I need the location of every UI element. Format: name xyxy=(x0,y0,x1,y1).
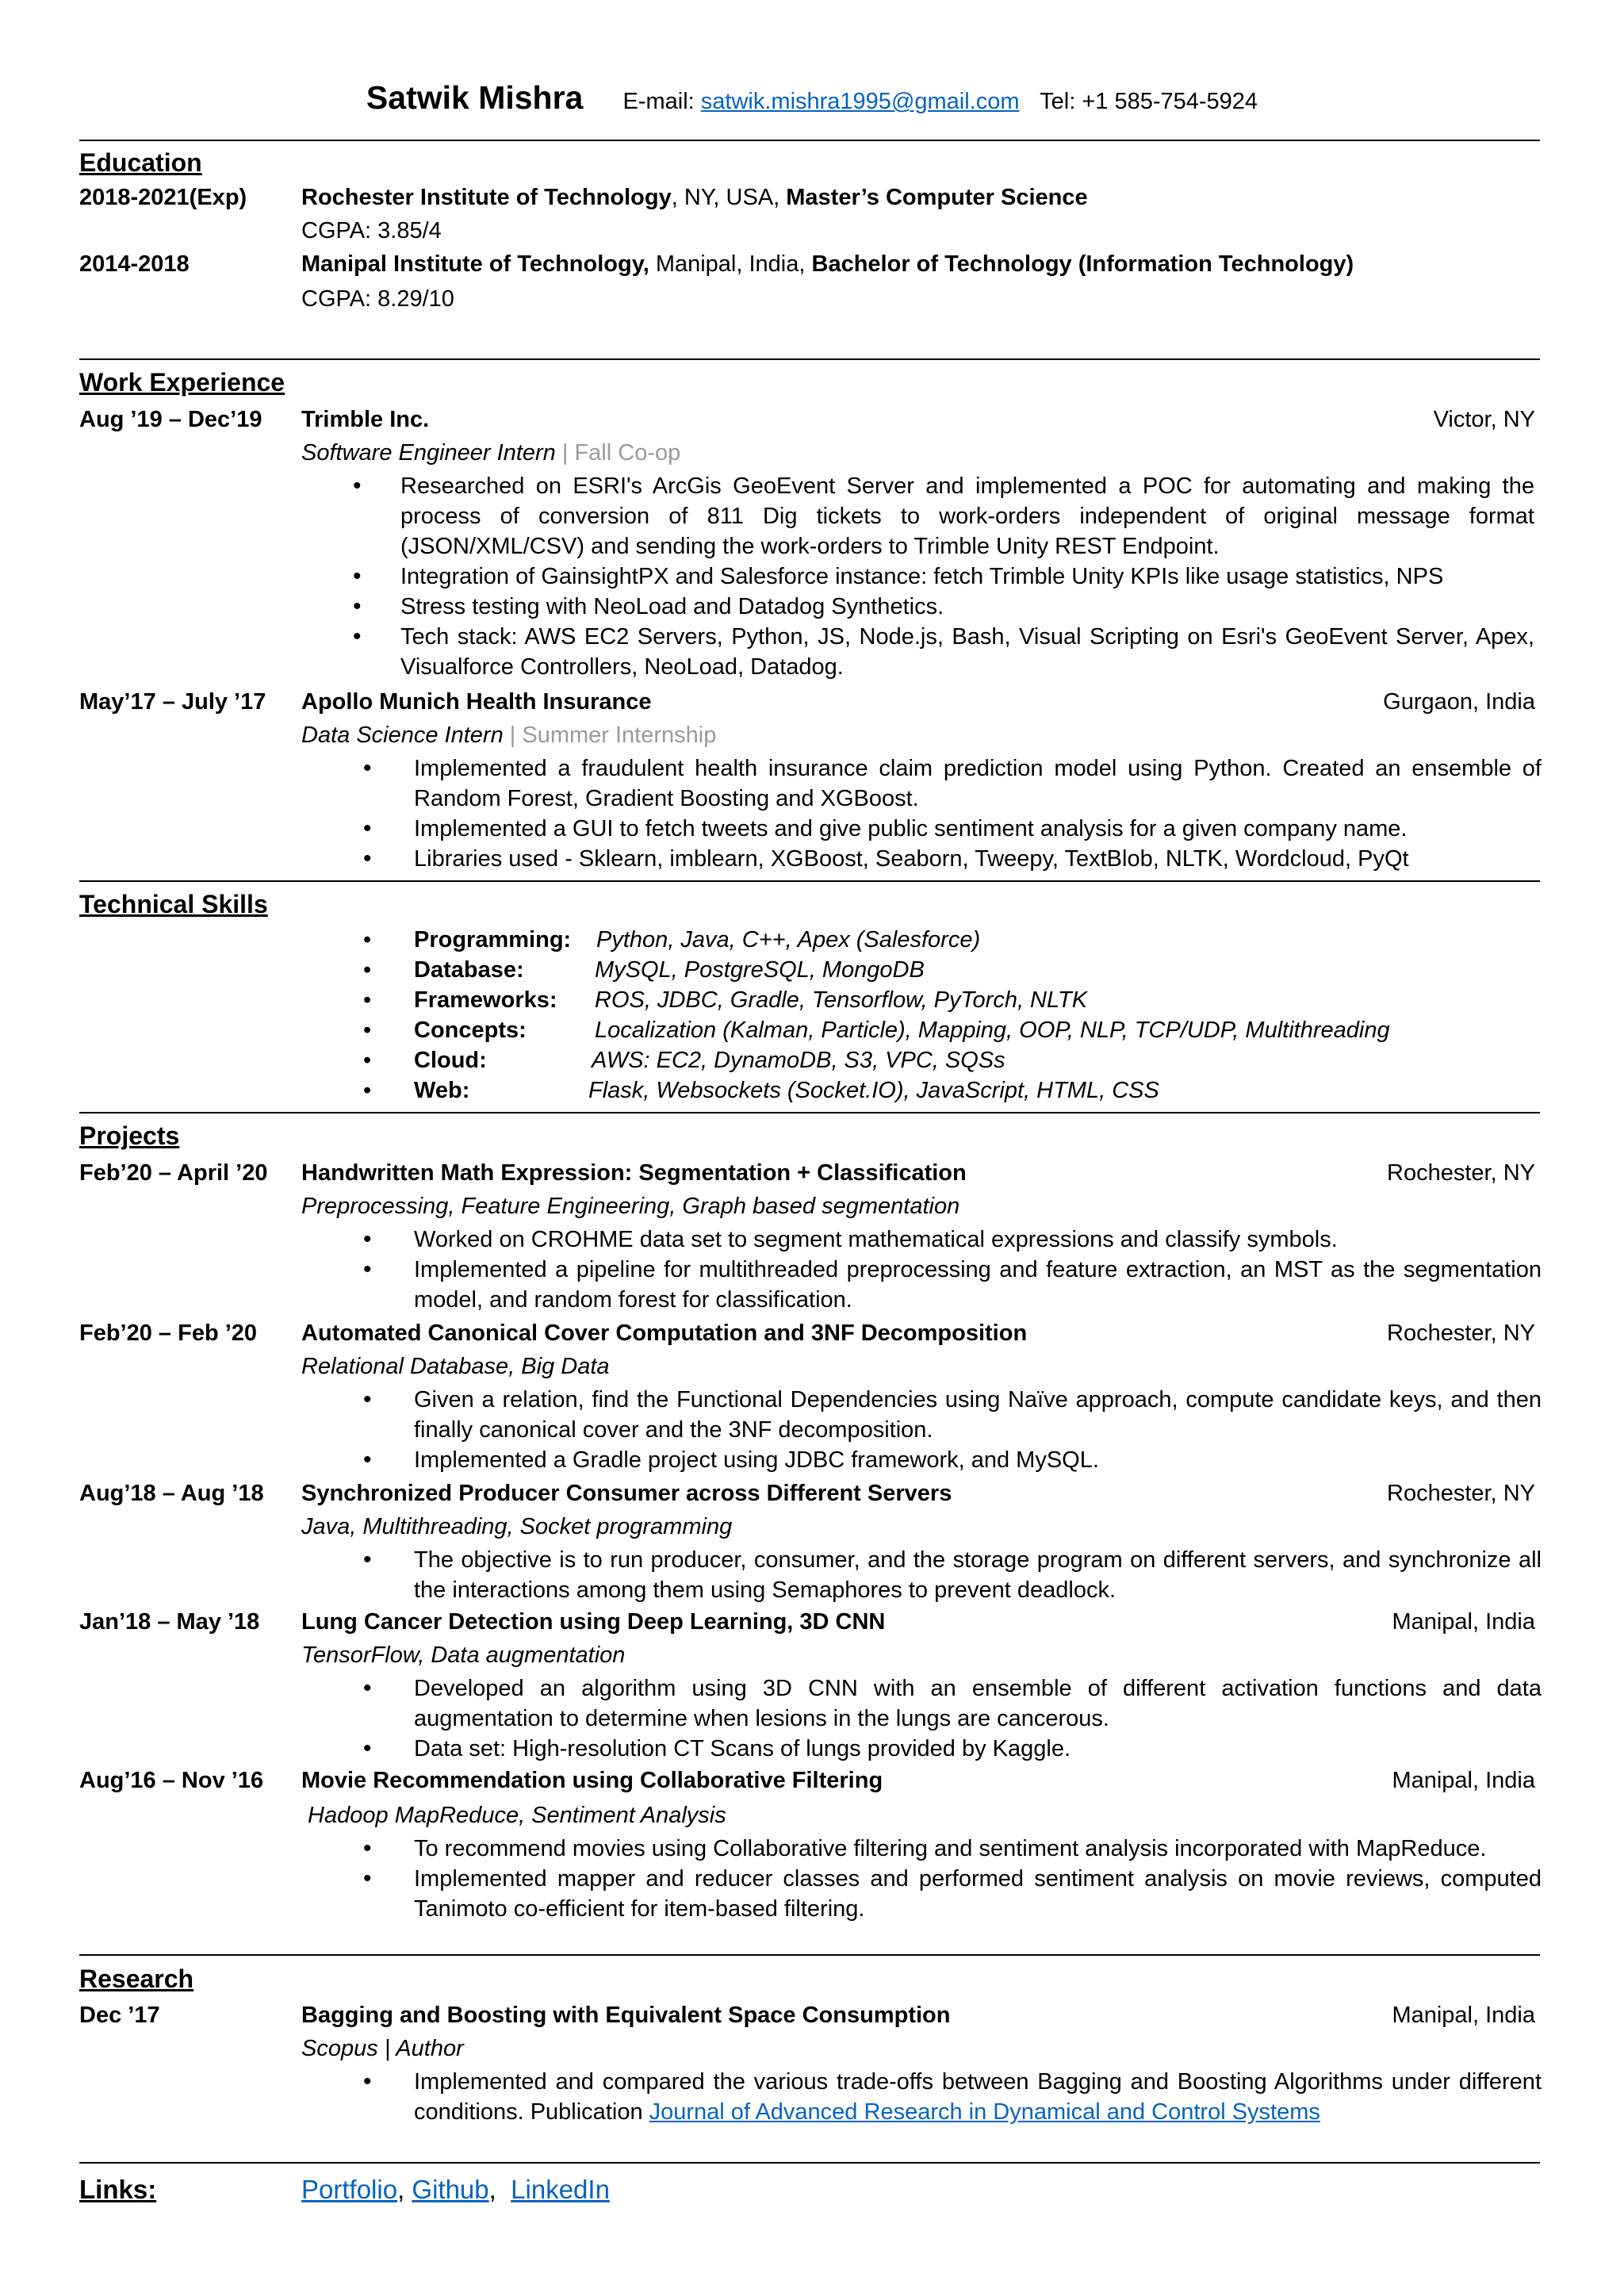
list-item: • Given a relation, find the Functional Dependencies using Naïve approach, compute candidate keys, and then finally canonical cover and the 3NF decomposition. xyxy=(414,1385,1542,1445)
links-row xyxy=(301,2175,610,2205)
degree: Bachelor of Technology (Information Technology) xyxy=(811,251,1354,277)
divider xyxy=(79,1112,1540,1114)
research-location: Manipal, India xyxy=(1392,2003,1535,2028)
list-item: • Worked on CROHME data set to segment mathematical expressions and classify symbols. xyxy=(414,1225,1542,1255)
degree: Master’s Computer Science xyxy=(786,185,1088,210)
portfolio-link[interactable]: Portfolio xyxy=(301,2175,398,2204)
divider xyxy=(79,880,1540,882)
link-separator: , xyxy=(488,2175,511,2204)
education-entry xyxy=(301,182,1088,213)
project-tags: Hadoop MapReduce, Sentiment Analysis xyxy=(301,1803,726,1828)
research-title: Bagging and Boosting with Equivalent Space Consumption xyxy=(301,2003,951,2028)
publication-link[interactable]: Journal of Advanced Research in Dynamical and Control Systems xyxy=(649,2099,1320,2125)
project-title: Movie Recommendation using Collaborative Filtering xyxy=(301,1768,883,1793)
project-bullets xyxy=(414,1673,1542,1764)
project-location: Rochester, NY xyxy=(1387,1160,1535,1186)
list-item: • Developed an algorithm using 3D CNN with an ensemble of different activation functions and data augmentation to determine when lesions in the lungs are cancerous. xyxy=(414,1673,1542,1734)
projects-heading: Projects xyxy=(79,1121,180,1150)
job-bullets xyxy=(400,471,1534,682)
skill-value: ROS, JDBC, Gradle, Tensorflow, PyTorch, NLTK xyxy=(595,987,1088,1013)
list-item: • Implemented mapper and reducer classes and performed sentiment analysis on movie reviews, computed Tanimoto co-efficient for item-based filtering. xyxy=(414,1864,1542,1924)
skill-label: Programming: xyxy=(414,927,572,953)
divider xyxy=(79,358,1540,360)
project-title: Lung Cancer Detection using Deep Learning, 3D CNN xyxy=(301,1609,886,1635)
tel-number: +1 585-754-5924 xyxy=(1082,89,1258,114)
job-role-title: Data Science Intern xyxy=(301,723,504,748)
links-heading: Links: xyxy=(79,2175,157,2204)
candidate-name: Satwik Mishra xyxy=(366,79,584,116)
education-entry xyxy=(301,249,1354,279)
education-heading: Education xyxy=(79,148,202,177)
list-item: • Stress testing with NeoLoad and Datadog Synthetics. xyxy=(400,592,1534,622)
divider xyxy=(79,2162,1540,2164)
skill-value: Python, Java, C++, Apex (Salesforce) xyxy=(596,927,981,953)
job-location: Victor, NY xyxy=(1433,407,1535,432)
project-title: Handwritten Math Expression: Segmentation + Classification xyxy=(301,1160,967,1186)
skill-label: Concepts: xyxy=(414,1018,527,1043)
email-label: E-mail: xyxy=(622,89,695,114)
list-item: • Libraries used - Sklearn, imblearn, XGBoost, Seaborn, Tweepy, TextBlob, NLTK, Wordcloud, PyQt xyxy=(414,844,1542,874)
skill-label: Web: xyxy=(414,1078,470,1103)
resume-header xyxy=(0,79,1624,117)
job-location: Gurgaon, India xyxy=(1383,689,1535,715)
project-title: Synchronized Producer Consumer across Different Servers xyxy=(301,1481,952,1506)
list-item: • Implemented a pipeline for multithreaded preprocessing and feature extraction, an MST as the segmentation model, and random forest for classification. xyxy=(414,1255,1542,1315)
job-date: May’17 – July ’17 xyxy=(79,689,266,715)
project-bullets xyxy=(414,1834,1542,1924)
github-link[interactable]: Github xyxy=(412,2175,489,2204)
linkedin-link[interactable]: LinkedIn xyxy=(511,2175,610,2204)
job-company: Trimble Inc. xyxy=(301,407,430,432)
skill-value: MySQL, PostgreSQL, MongoDB xyxy=(595,957,925,983)
list-item: • Researched on ESRI's ArcGis GeoEvent Server and implemented a POC for automating and making the process of conversion of 811 Dig tickets to work-orders independent of original message format (JSON/XML/CSV) and sending the work-orders to Trimble Unity REST Endpoint. xyxy=(400,471,1534,562)
project-bullets xyxy=(414,1545,1542,1605)
project-tags: Preprocessing, Feature Engineering, Graph based segmentation xyxy=(301,1194,960,1219)
gpa: CGPA: 8.29/10 xyxy=(301,286,454,312)
job-role-tag: | Summer Internship xyxy=(503,723,717,748)
skill-label: Database: xyxy=(414,957,524,983)
school-place: , NY, USA, xyxy=(671,185,787,210)
tel-label: Tel: xyxy=(1040,89,1076,114)
project-location: Manipal, India xyxy=(1392,1768,1535,1793)
project-location: Manipal, India xyxy=(1392,1609,1535,1635)
project-location: Rochester, NY xyxy=(1387,1320,1535,1346)
skills-heading: Technical Skills xyxy=(79,890,268,918)
skill-label: Frameworks: xyxy=(414,987,557,1013)
research-tags: Scopus | Author xyxy=(301,2036,464,2061)
project-bullets xyxy=(414,1225,1542,1315)
project-date: Aug’18 – Aug ’18 xyxy=(79,1481,264,1506)
list-item xyxy=(414,2067,1542,2127)
school-place: Manipal, India, xyxy=(649,251,812,277)
school-name: Rochester Institute of Technology xyxy=(301,185,672,210)
list-item: • Implemented a Gradle project using JDBC framework, and MySQL. xyxy=(414,1445,1542,1475)
email-link[interactable]: satwik.mishra1995@gmail.com xyxy=(700,89,1020,114)
job-role-title: Software Engineer Intern xyxy=(301,440,556,466)
job-date: Aug ’19 – Dec’19 xyxy=(79,407,262,432)
divider xyxy=(79,1954,1540,1956)
project-bullets xyxy=(414,1385,1542,1475)
list-item: • Implemented a fraudulent health insurance claim prediction model using Python. Created an ensemble of Random Forest, Gradient Boosting and XGBoost. xyxy=(414,753,1542,814)
skill-value: AWS: EC2, DynamoDB, S3, VPC, SQSs xyxy=(592,1048,1005,1073)
research-date: Dec ’17 xyxy=(79,2003,160,2028)
research-bullets xyxy=(414,2067,1542,2127)
project-title: Automated Canonical Cover Computation and 3NF Decomposition xyxy=(301,1320,1028,1346)
list-item: • Data set: High-resolution CT Scans of lungs provided by Kaggle. xyxy=(414,1734,1542,1764)
education-date: 2014-2018 xyxy=(79,251,190,277)
link-separator: , xyxy=(397,2175,412,2204)
job-bullets xyxy=(414,753,1542,874)
work-heading: Work Experience xyxy=(79,368,285,397)
skill-label: Cloud: xyxy=(414,1048,487,1073)
list-item: • To recommend movies using Collaborative filtering and sentiment analysis incorporated with MapReduce. xyxy=(414,1834,1542,1864)
school-name: Manipal Institute of Technology, xyxy=(301,251,649,277)
education-date: 2018-2021(Exp) xyxy=(79,185,247,210)
list-item: • Tech stack: AWS EC2 Servers, Python, JS, Node.js, Bash, Visual Scripting on Esri's GeoEvent Server, Apex, Visualforce Controllers, NeoLoad, Datadog. xyxy=(400,622,1534,682)
job-role xyxy=(301,438,680,468)
list-item: • Integration of GainsightPX and Salesforce instance: fetch Trimble Unity KPIs like usage statistics, NPS xyxy=(400,562,1534,592)
gpa: CGPA: 3.85/4 xyxy=(301,218,442,243)
divider xyxy=(79,140,1540,141)
project-tags: Java, Multithreading, Socket programming xyxy=(301,1514,733,1539)
project-date: Jan’18 – May ’18 xyxy=(79,1609,260,1635)
project-tags: Relational Database, Big Data xyxy=(301,1354,610,1379)
project-date: Feb’20 – April ’20 xyxy=(79,1160,268,1186)
project-location: Rochester, NY xyxy=(1387,1481,1535,1506)
list-item: • Implemented a GUI to fetch tweets and give public sentiment analysis for a given company name. xyxy=(414,814,1542,844)
job-role-tag: | Fall Co-op xyxy=(555,440,681,466)
research-heading: Research xyxy=(79,1964,194,1993)
job-role xyxy=(301,720,716,750)
project-date: Aug’16 – Nov ’16 xyxy=(79,1768,264,1793)
research-bullet-text: Implemented and compared the various trade-offs between Bagging and Boosting Algorithms under different conditions. Publication xyxy=(414,2069,1542,2125)
project-date: Feb’20 – Feb ’20 xyxy=(79,1320,258,1346)
skill-value: Flask, Websockets (Socket.IO), JavaScript, HTML, CSS xyxy=(588,1078,1159,1103)
project-tags: TensorFlow, Data augmentation xyxy=(301,1642,626,1668)
skill-value: Localization (Kalman, Particle), Mapping, OOP, NLP, TCP/UDP, Multithreading xyxy=(595,1018,1390,1043)
resume-page: Satwik Mishra E-mail: satwik.mishra1995@gmail.com Tel: +1 585-754-5924 Education 2018-2021(Exp) Rochester Institute of Technology, NY, USA, Master’s Computer Science CGPA: 3.85/4 2014-2018 Manipal Institute of Technology, Manipal, India, Bachelor of Technology (Information Technology) CGPA: 8.29/10 Work Experience Aug ’19 – Dec’19 Trimble Inc. Victor, NY Software Engineer Intern | Fall Co-op • Researched on ESRI's ArcGis GeoEvent Server and implemented a POC for automating and making the process of conversion of 811 Dig tickets to work-orders independent of original message format (JSON/XML/CSV) and sending the work-orders to Trimble Unity REST Endpoint. • Integration of GainsightPX and Salesforce instance: fetch Trimble Unity KPIs like usage statistics, NPS • Stress testing with NeoLoad and Datadog Synthetics. • Tech stack: AWS EC2 Servers, Python, JS, Node.js, Bash, Visual Scripting on Esri's GeoEvent Server, Apex, Visualforce Controllers, NeoLoad, Datadog. May’17 – July ’17 Apollo Munich Health Insurance Gurgaon, India Data Science Intern | Summer Internship • Implemented a fraudulent health insurance claim prediction model using Python. Created an ensemble of Random Forest, Gradient Boosting and XGBoost. • Implemented a GUI to fetch tweets and give public sentiment analysis for a given company name. • Libraries used - Sklearn, imblearn, XGBoost, Seaborn, Tweepy, TextBlob, NLTK, Wordcloud, PyQt Technical Skills • Programming: Python, Java, C++, Apex (Salesforce) • Database: MySQL, PostgreSQL, MongoDB • Frameworks: ROS, JDBC, Gradle, Tensorflow, PyTorch, NLTK • Concepts: Localization (Kalman, Particle), Mapping, OOP, NLP, TCP/UDP, Multithreading • Cloud: AWS: EC2, DynamoDB, S3, VPC, SQSs • Web: Flask, Websockets (Socket.IO), JavaScript, HTML, CSS Projects Feb’20 – April ’20 Handwritten Math Expression: Segmentation + Classification Rochester, NY Preprocessing, Feature Engineering, Graph based segmentation • Worked on CROHME data set to segment mathematical expressions and classify symbols. • Implemented a pipeline for multithreaded preprocessing and feature extraction, an MST as the segmentation model, and random forest for classification. Feb’20 – Feb ’20 Automated Canonical Cover Computation and 3NF Decomposition Rochester, NY Relational Database, Big Data • Given a relation, find the Functional Dependencies using Naïve approach, compute candidate keys, and then finally canonical cover and the 3NF decomposition. • Implemented a Gradle project using JDBC framework, and MySQL. Aug’18 – Aug ’18 Synchronized Producer Consumer across Different Servers Rochester, NY Java, Multithreading, Socket programming • The objective is to run producer, consumer, and the storage program on different servers, and synchronize all the interactions among them using Semaphores to prevent deadlock. Jan’18 – May ’18 Lung Cancer Detection using Deep Learning, 3D CNN Manipal, India TensorFlow, Data augmentation • Developed an algorithm using 3D CNN with an ensemble of different activation functions and data augmentation to determine when lesions in the lungs are cancerous. • Data set: High-resolution CT Scans of lungs provided by Kaggle. Aug’16 – Nov ’16 Movie Recommendation using Collaborative Filtering Manipal, India Hadoop MapReduce, Sentiment Analysis • To recommend movies using Collaborative filtering and sentiment analysis incorporated with MapReduce. • Implemented mapper and reducer classes and performed sentiment analysis on movie reviews, computed Tanimoto co-efficient for item-based filtering. Research Dec ’17 Bagging and Boosting with Equivalent Space Consumption Manipal, India Scopus | Author • Implemented and compared the various trade-offs between Bagging and Boosting Algorithms under different conditions. Publication Journal of Advanced Research in Dynamical and Control Systems Links: Portfolio, Github, LinkedIn xyxy=(0,0,1624,2296)
job-company: Apollo Munich Health Insurance xyxy=(301,689,652,715)
list-item: • The objective is to run producer, consumer, and the storage program on different servers, and synchronize all the interactions among them using Semaphores to prevent deadlock. xyxy=(414,1545,1542,1605)
